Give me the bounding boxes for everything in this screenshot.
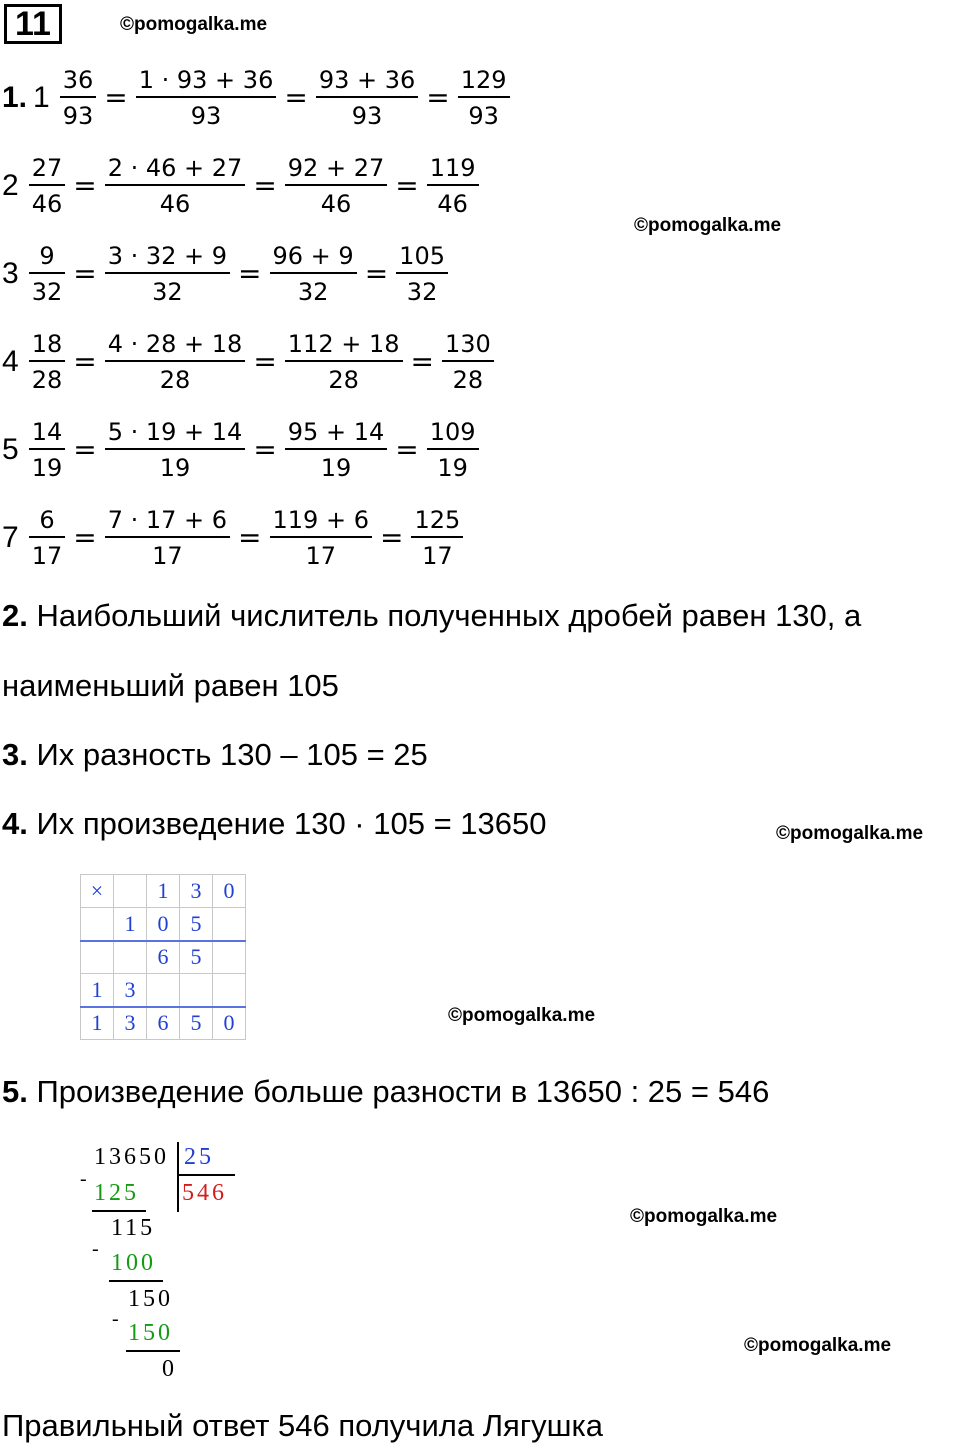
equals-sign: = <box>253 345 277 378</box>
task-number: 11 <box>4 4 62 44</box>
equals-sign: = <box>238 257 262 290</box>
denominator: 28 <box>285 360 403 392</box>
item-5-label: 5. <box>2 1074 28 1109</box>
grid-cell: 1 <box>114 908 147 941</box>
denominator: 19 <box>285 448 387 480</box>
grid-cell: 5 <box>180 908 213 941</box>
item-2-label: 2. <box>2 598 28 633</box>
grid-cell: 3 <box>114 974 147 1007</box>
grid-row <box>81 908 246 941</box>
fraction-step1 <box>136 68 277 128</box>
conversion-row <box>2 420 483 480</box>
fraction-result <box>396 244 448 304</box>
grid-cell: 1 <box>81 1007 114 1040</box>
grid-cell: 5 <box>180 941 213 974</box>
denominator: 19 <box>427 448 479 480</box>
fraction-result <box>427 420 479 480</box>
fraction-result <box>427 156 479 216</box>
grid-row <box>81 875 246 908</box>
grid-cell <box>114 941 147 974</box>
division-underline <box>109 1280 163 1282</box>
grid-cell <box>81 941 114 974</box>
fraction-step1 <box>105 508 230 568</box>
numerator: 92 + 27 <box>287 154 385 182</box>
equals-sign: = <box>238 521 262 554</box>
fraction-step1 <box>105 420 246 480</box>
equals-sign: = <box>73 257 97 290</box>
division-bar-horizontal <box>177 1174 235 1176</box>
division-underline <box>126 1350 180 1352</box>
multiplication-grid <box>80 874 246 1040</box>
watermark: ©pomogalka.me <box>776 823 924 844</box>
mixed-whole-part: 7 <box>2 521 19 554</box>
denominator: 46 <box>29 184 66 216</box>
numerator: 105 <box>399 242 445 270</box>
numerator: 6 <box>39 506 55 534</box>
item-2-line1 <box>2 598 861 634</box>
item-3 <box>2 737 428 773</box>
equals-sign: = <box>410 345 434 378</box>
division-underline <box>92 1210 146 1212</box>
item-2-text: Наибольший числитель полученных дробей равен 130, а <box>36 598 862 633</box>
fraction-mixed <box>29 244 66 304</box>
denominator: 17 <box>105 536 230 568</box>
division-step: 125 <box>94 1180 139 1206</box>
grid-cell: 6 <box>147 1007 180 1040</box>
numerator: 119 + 6 <box>272 506 369 534</box>
grid-row <box>81 1007 246 1040</box>
equals-sign: = <box>395 169 419 202</box>
equals-sign: = <box>73 345 97 378</box>
mixed-whole-part: 2 <box>2 169 19 202</box>
mixed-whole-part: 4 <box>2 345 19 378</box>
equals-sign: = <box>379 521 404 554</box>
division-bar-vertical <box>177 1142 179 1212</box>
denominator: 93 <box>136 96 277 128</box>
numerator: 112 + 18 <box>287 330 400 358</box>
item-1-label: 1. <box>2 81 28 114</box>
fraction-mixed <box>29 508 66 568</box>
equals-sign: = <box>253 169 277 202</box>
fraction-result <box>458 68 510 128</box>
conversion-row <box>2 332 498 392</box>
denominator: 17 <box>270 536 372 568</box>
numerator: 125 <box>414 506 461 534</box>
mixed-whole-part: 1 <box>33 81 50 114</box>
division-quotient: 546 <box>182 1180 227 1206</box>
numerator: 36 <box>62 66 94 94</box>
division-step: 150 <box>128 1320 173 1346</box>
denominator: 32 <box>396 272 448 304</box>
grid-cell <box>180 974 213 1007</box>
numerator: 5 · 19 + 14 <box>107 418 243 446</box>
grid-cell <box>81 908 114 941</box>
equals-sign: = <box>104 81 128 114</box>
grid-row <box>81 941 246 974</box>
equals-sign: = <box>73 521 97 554</box>
numerator: 129 <box>460 66 507 94</box>
fraction-step2 <box>270 244 357 304</box>
item-4-label: 4. <box>2 806 28 841</box>
numerator: 7 · 17 + 6 <box>107 506 228 534</box>
numerator: 119 <box>429 154 476 182</box>
answer-text: Правильный ответ 546 получила Лягушка <box>2 1408 603 1443</box>
grid-cell <box>213 908 246 941</box>
grid-cell: 1 <box>147 875 180 908</box>
grid-cell: 0 <box>147 908 180 941</box>
denominator: 32 <box>270 272 357 304</box>
grid-cell <box>213 941 246 974</box>
numerator: 2 · 46 + 27 <box>107 154 243 182</box>
conversion-row <box>2 508 467 568</box>
conversion-row <box>2 156 483 216</box>
equals-sign: = <box>284 81 308 114</box>
division-remainder: 0 <box>162 1356 177 1382</box>
equals-sign: = <box>73 433 97 466</box>
division-divisor: 25 <box>184 1144 214 1170</box>
fraction-step2 <box>270 508 372 568</box>
grid-cell <box>147 974 180 1007</box>
numerator: 3 · 32 + 9 <box>107 242 228 270</box>
division-dividend: 13650 <box>94 1144 169 1170</box>
fraction-result <box>442 332 494 392</box>
fraction-step2 <box>285 156 387 216</box>
fraction-step1 <box>105 156 246 216</box>
minus-sign: - <box>92 1238 99 1260</box>
minus-sign: - <box>112 1308 119 1330</box>
numerator: 27 <box>31 154 63 182</box>
item-5 <box>2 1074 769 1110</box>
equals-sign: = <box>426 81 450 114</box>
grid-cell: 0 <box>213 875 246 908</box>
fraction-mixed <box>29 332 66 392</box>
fraction-step1 <box>105 332 246 392</box>
numerator: 109 <box>429 418 476 446</box>
fraction-mixed <box>29 420 66 480</box>
mixed-whole-part: 3 <box>2 257 19 290</box>
equals-sign: = <box>395 433 419 466</box>
division-step: 115 <box>111 1215 156 1241</box>
fraction-step1 <box>105 244 230 304</box>
conversion-row <box>2 244 452 304</box>
numerator: 130 <box>444 330 491 358</box>
grid-cell <box>213 974 246 1007</box>
grid-row <box>81 974 246 1007</box>
item-3-text: Их разность 130 – 105 = 25 <box>36 737 428 772</box>
numerator: 96 + 9 <box>272 242 354 270</box>
item-4 <box>2 806 547 842</box>
conversion-row <box>2 68 514 128</box>
fraction-step2 <box>285 332 403 392</box>
numerator: 14 <box>31 418 63 446</box>
grid-cell: 3 <box>114 1007 147 1040</box>
division-step: 150 <box>128 1286 173 1312</box>
item-3-label: 3. <box>2 737 28 772</box>
denominator: 17 <box>29 536 66 568</box>
grid-cell <box>114 875 147 908</box>
fraction-step2 <box>316 68 418 128</box>
item-2-line2: наименьший равен 105 <box>2 668 339 703</box>
item-4-text: Их произведение 130 · 105 = 13650 <box>36 806 547 841</box>
equals-sign: = <box>364 257 389 290</box>
watermark: ©pomogalka.me <box>448 1005 596 1026</box>
denominator: 46 <box>285 184 387 216</box>
fraction-result <box>411 508 463 568</box>
fraction-step2 <box>285 420 387 480</box>
watermark: ©pomogalka.me <box>630 1206 778 1227</box>
denominator: 28 <box>442 360 494 392</box>
denominator: 32 <box>29 272 66 304</box>
numerator: 93 + 36 <box>318 66 416 94</box>
denominator: 46 <box>105 184 246 216</box>
denominator: 32 <box>105 272 230 304</box>
denominator: 93 <box>60 96 97 128</box>
minus-sign: - <box>80 1168 87 1190</box>
grid-cell: × <box>81 875 114 908</box>
watermark: ©pomogalka.me <box>120 14 268 35</box>
grid-cell: 1 <box>81 974 114 1007</box>
grid-cell: 3 <box>180 875 213 908</box>
denominator: 93 <box>316 96 418 128</box>
numerator: 4 · 28 + 18 <box>107 330 243 358</box>
numerator: 18 <box>31 330 63 358</box>
denominator: 46 <box>427 184 479 216</box>
watermark: ©pomogalka.me <box>744 1335 892 1356</box>
equals-sign: = <box>73 169 97 202</box>
grid-cell: 6 <box>147 941 180 974</box>
denominator: 19 <box>29 448 66 480</box>
mixed-whole-part: 5 <box>2 433 19 466</box>
item-5-text: Произведение больше разности в 13650 : 25 = 546 <box>36 1074 770 1109</box>
denominator: 28 <box>105 360 246 392</box>
equals-sign: = <box>253 433 277 466</box>
division-step: 100 <box>111 1250 156 1276</box>
denominator: 17 <box>411 536 463 568</box>
grid-cell: 5 <box>180 1007 213 1040</box>
fraction-mixed <box>60 68 97 128</box>
numerator: 9 <box>39 242 55 270</box>
denominator: 19 <box>105 448 246 480</box>
denominator: 28 <box>29 360 66 392</box>
denominator: 93 <box>458 96 510 128</box>
fraction-mixed <box>29 156 66 216</box>
watermark: ©pomogalka.me <box>634 215 782 236</box>
grid-cell: 0 <box>213 1007 246 1040</box>
numerator: 95 + 14 <box>287 418 385 446</box>
numerator: 1 · 93 + 36 <box>138 66 274 94</box>
